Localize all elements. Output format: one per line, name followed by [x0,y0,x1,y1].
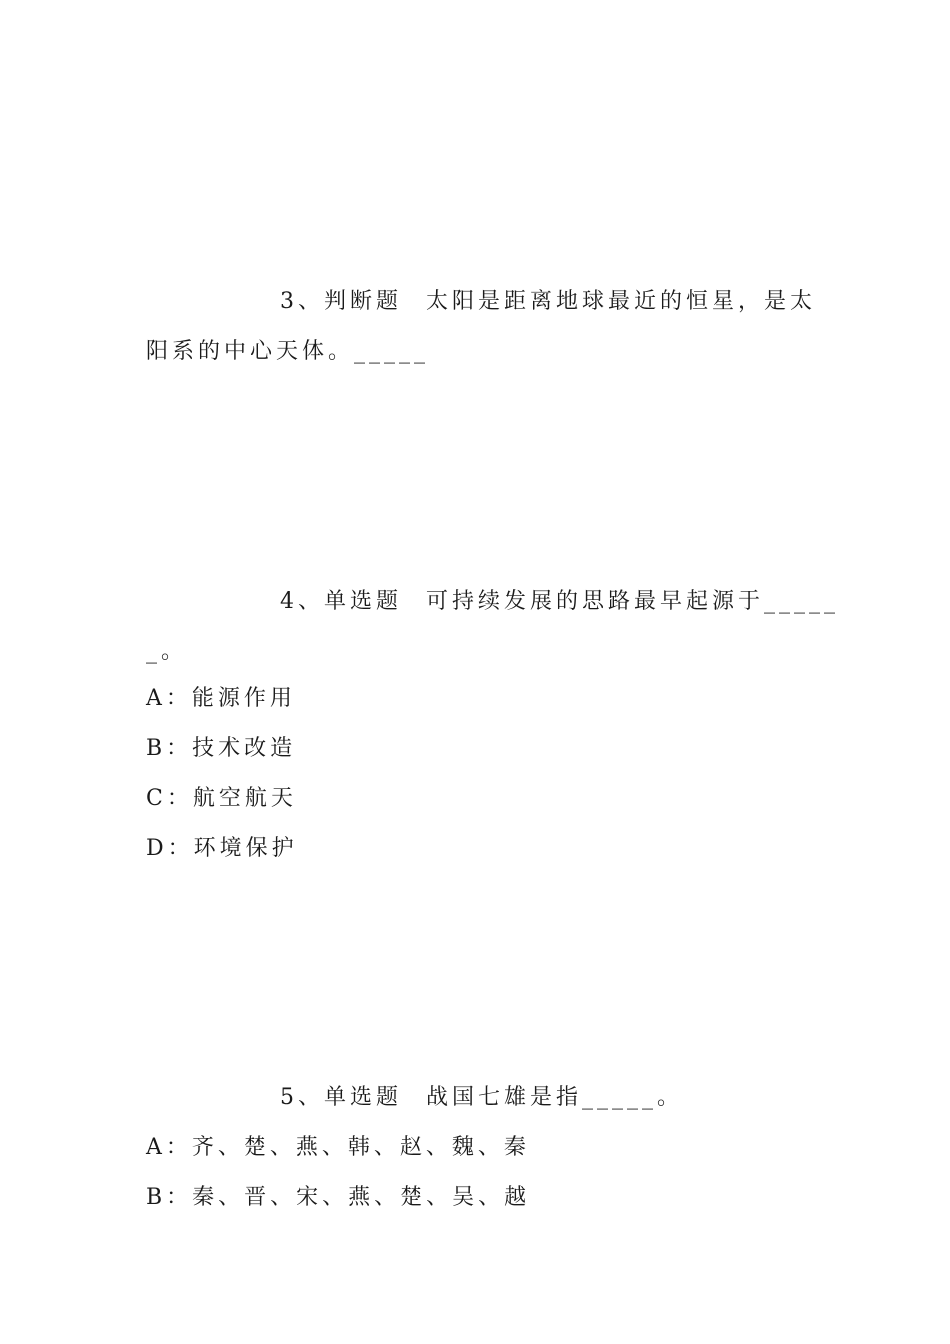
question-type: 单选题 [324,1085,403,1110]
question-4-option-d [146,834,816,864]
question-stem: 可持续发展的思路最早起源于_____ [426,589,840,614]
question-number: 4、 [280,589,324,614]
option-key: A： [146,1135,192,1160]
option-key: D： [146,836,194,861]
question-stem: 战国七雄是指_____。 [426,1085,684,1110]
question-type: 判断题 [324,289,403,314]
question-5-option-a [146,1133,816,1163]
option-text: 环境保护 [193,836,298,861]
question-number: 5、 [280,1085,324,1110]
option-key: B： [146,1185,193,1210]
question-3-stem-continued: 阳系的中心天体。_____ [146,339,430,364]
question-4-stem-continued: _。 [146,639,188,664]
question-5-option-b [146,1183,816,1213]
question-stem: 太阳是距离地球最近的恒星，是太 [426,289,817,314]
question-4-option-c [146,784,816,814]
question-3-header [280,287,950,317]
option-text: 航空航天 [192,786,297,811]
option-key: B： [146,736,193,761]
option-text: 技术改造 [192,736,297,761]
question-5-header [280,1083,950,1113]
question-type: 单选题 [324,589,403,614]
option-text: 能源作用 [191,686,296,711]
option-key: C： [146,786,193,811]
question-4-option-a [146,684,816,714]
question-4-header [280,587,950,617]
option-text: 秦、晋、宋、燕、楚、吴、越 [192,1185,531,1210]
option-key: A： [146,686,192,711]
question-4-option-b [146,734,816,764]
option-text: 齐、楚、燕、韩、赵、魏、秦 [191,1135,530,1160]
question-number: 3、 [280,289,324,314]
